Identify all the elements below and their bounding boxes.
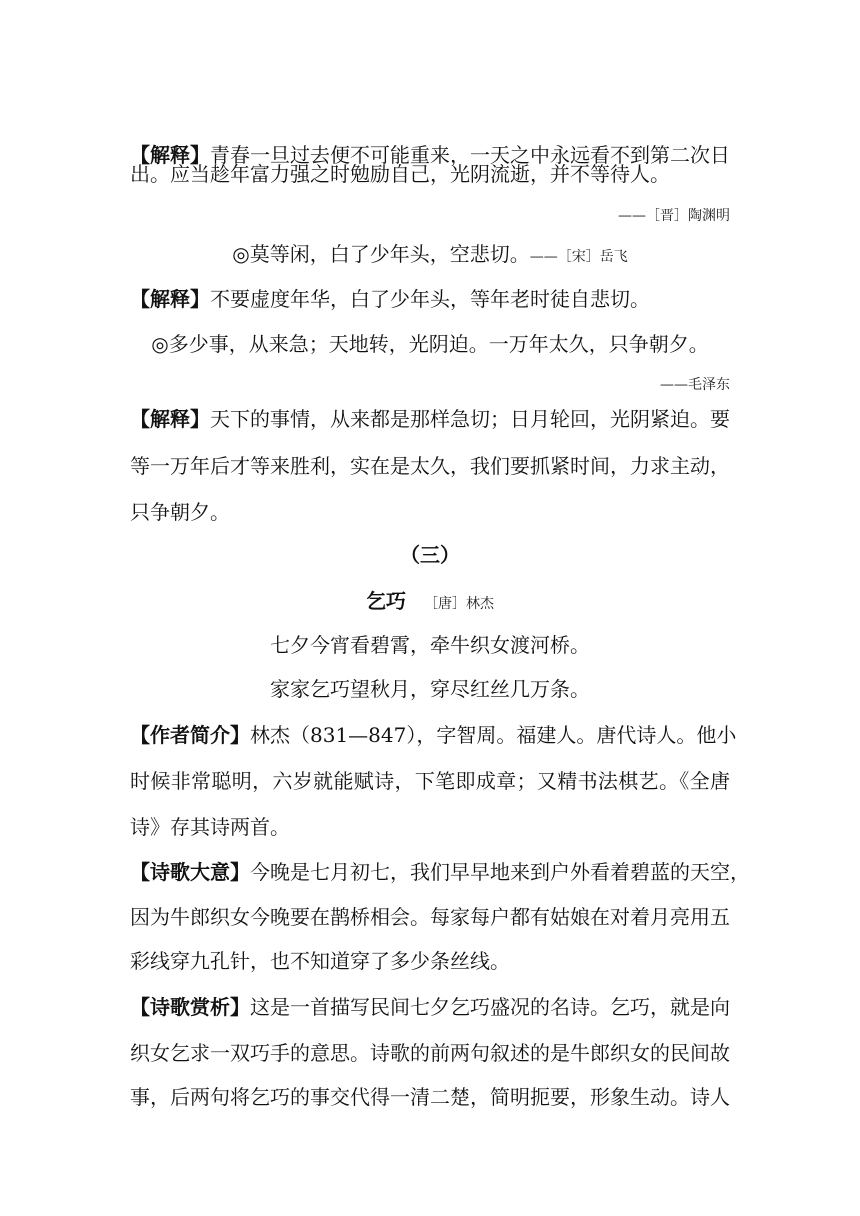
appreciation-line-2: 织女乞求一双巧手的意思。诗歌的前两句叙述的是牛郎织女的民间故 — [130, 1041, 730, 1065]
attribution-mao-zedong: ——毛泽东 — [660, 377, 730, 393]
meaning-text: 今晚是七月初七，我们早早地来到户外看着碧蓝的天空， — [250, 860, 750, 884]
poem-title: 乞巧 — [366, 589, 406, 613]
quote-yue-fei — [130, 240, 730, 271]
section-heading: （三） — [400, 543, 460, 567]
explanation-paragraph-3-line-3: 只争朝夕。 — [130, 500, 230, 524]
meaning-line-2: 因为牛郎织女今晚要在鹊桥相会。每家每户都有姑娘在对着月亮用五 — [130, 905, 730, 929]
meaning-line-3: 彩线穿九孔针，也不知道穿了多少条丝线。 — [130, 949, 510, 973]
explanation-paragraph-3-line-2: 等一万年后才等来胜利，实在是太久，我们要抓紧时间，力求主动， — [130, 454, 730, 478]
poem-line-1: 七夕今宵看碧霄，牵牛织女渡河桥。 — [270, 633, 590, 657]
explanation-paragraph-3-line-1 — [130, 405, 730, 433]
meaning-line-1 — [130, 858, 750, 886]
appreciation-line-3: 事，后两句将乞巧的事交代得一清二楚，简明扼要，形象生动。诗人 — [130, 1085, 730, 1109]
appreciation-label: 【诗歌赏析】 — [130, 995, 250, 1019]
quote-text: ◎莫等闲，白了少年头，空悲切。 — [232, 242, 530, 266]
author-intro-label: 【作者简介】 — [130, 723, 250, 747]
attribution-tao-yuanming: ——［晋］陶渊明 — [618, 208, 730, 224]
meaning-label: 【诗歌大意】 — [130, 860, 250, 884]
explanation-paragraph-2 — [130, 285, 730, 313]
explanation-text: 不要虚度年华，白了少年头，等年老时徒自悲切。 — [210, 287, 650, 311]
explanation-text: 天下的事情，从来都是那样急切；日月轮回，光阴紧迫。要 — [210, 407, 730, 431]
appreciation-text: 这是一首描写民间七夕乞巧盛况的名诗。乞巧，就是向 — [250, 995, 730, 1019]
explanation-label: 【解释】 — [130, 287, 210, 311]
author-intro-text: 林杰（831—847），字智周。福建人。唐代诗人。他小 — [250, 723, 737, 747]
appreciation-line-1 — [130, 993, 730, 1021]
explanation-text: 青春一旦过去便不可能重来，一天之中永远看不到第二次日 — [210, 143, 730, 167]
explanation-label: 【解释】 — [130, 407, 210, 431]
author-intro-line-1 — [130, 721, 737, 749]
poem-title-line — [130, 587, 730, 618]
explanation-label: 【解释】 — [130, 143, 210, 167]
quote-mao-zedong: ◎多少事，从来急；天地转，光阴迫。一万年太久，只争朝夕。 — [151, 332, 709, 356]
quote-attribution: ——［宋］岳飞 — [529, 249, 628, 265]
poem-author: ［唐］林杰 — [424, 596, 494, 612]
explanation-paragraph-1-line-2: 出。应当趁年富力强之时勉励自己，光阴流逝，并不等待人。 — [130, 162, 670, 186]
author-intro-line-3: 诗》存其诗两首。 — [130, 815, 290, 839]
poem-line-2: 家家乞巧望秋月，穿尽红丝几万条。 — [270, 677, 590, 701]
author-intro-line-2: 时候非常聪明，六岁就能赋诗，下笔即成章；又精书法棋艺。《全唐 — [130, 769, 730, 793]
